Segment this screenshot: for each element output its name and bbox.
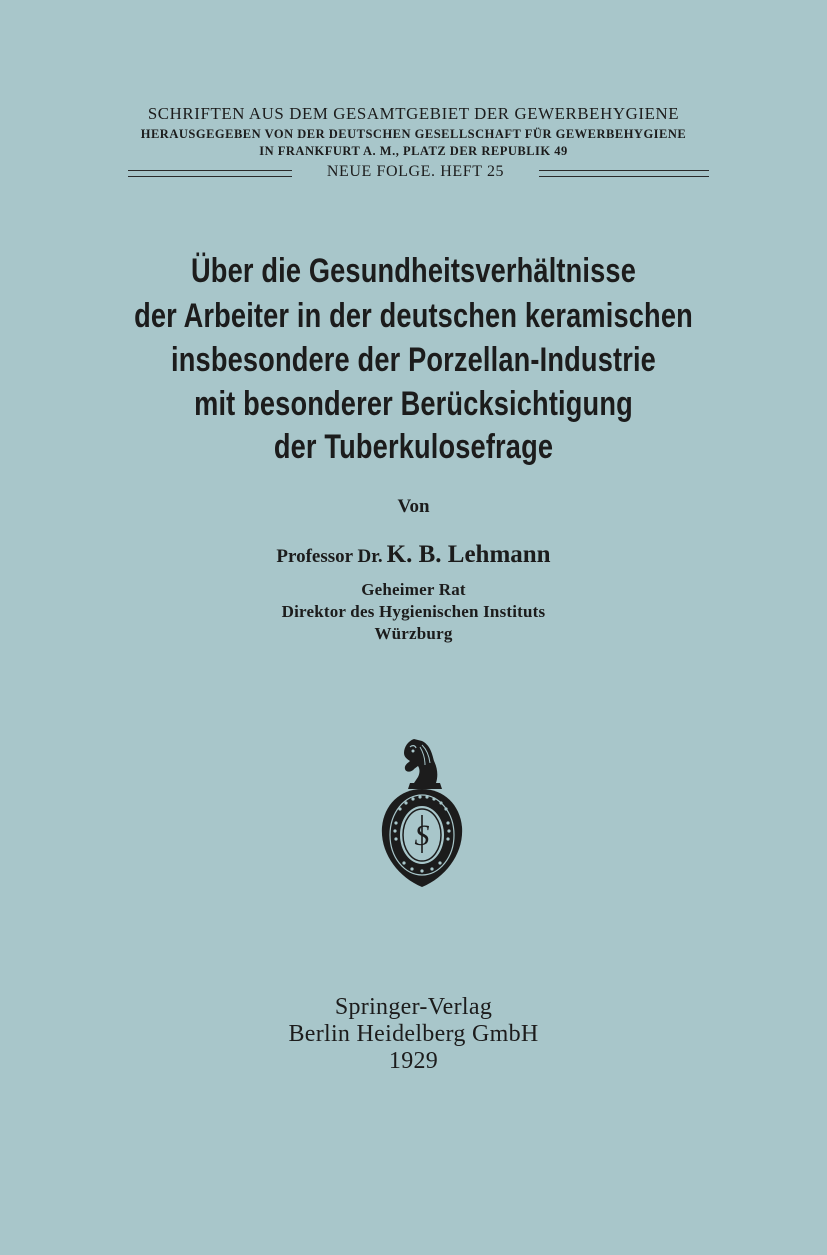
title-line-4: mit besonderer Berücksichtigung <box>194 385 633 423</box>
series-title: SCHRIFTEN AUS DEM GESAMTGEBIET DER GEWERBEHYGIENE <box>147 104 680 123</box>
series-volume: NEUE FOLGE. HEFT 25 <box>326 163 505 180</box>
title-line-5: der Tuberkulosefrage <box>273 428 554 466</box>
title-line-2: der Arbeiter in der deutschen keramischen <box>134 297 693 335</box>
springer-knight-emblem-icon <box>374 735 470 895</box>
title-line-3: insbesondere der Porzellan-Industrie <box>171 341 656 379</box>
author-affiliation-1: Geheimer Rat <box>361 580 466 599</box>
left-double-rule <box>128 170 292 177</box>
series-editor-line: HERAUSGEGEBEN VON DER DEUTSCHEN GESELLSCHAFT FÜR GEWERBEHYGIENE <box>140 127 687 141</box>
publisher-name: Springer-Verlag <box>334 994 493 1020</box>
byline-von: Von <box>397 496 430 517</box>
publisher-place: Berlin Heidelberg GmbH <box>288 1021 539 1047</box>
author <box>0 541 827 569</box>
title-line-1: Über die Gesundheitsverhältnisse <box>190 252 636 290</box>
series-folge-row <box>0 163 827 183</box>
author-affiliation-2: Direktor des Hygienischen Instituts <box>281 602 546 621</box>
author-name: K. B. Lehmann <box>386 541 551 568</box>
author-title: Professor Dr. <box>276 546 383 567</box>
right-double-rule <box>539 170 709 177</box>
series-address-line: IN FRANKFURT A. M., PLATZ DER REPUBLIK 49 <box>259 144 568 158</box>
author-affiliation-3: Würzburg <box>374 624 453 643</box>
publication-year: 1929 <box>388 1048 439 1074</box>
svg-text:S: S <box>414 819 430 852</box>
